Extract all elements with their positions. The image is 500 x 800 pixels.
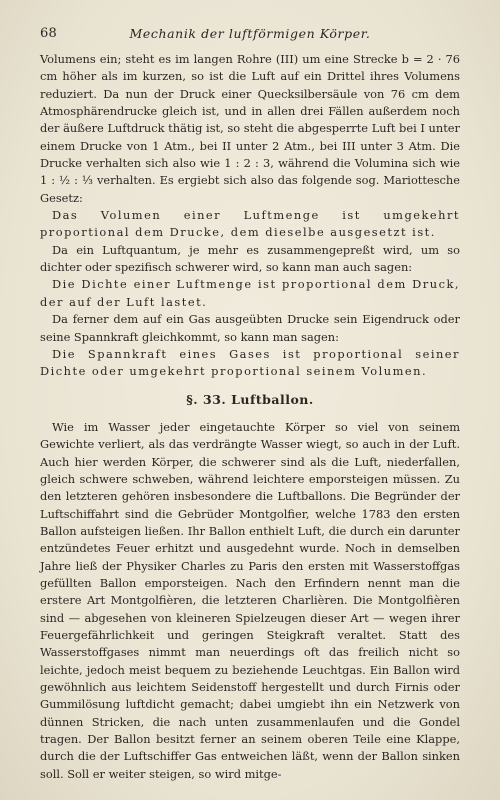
body-text <box>40 51 460 783</box>
paragraph-balloon: Wie im Wasser jeder eingetauchte Körper so viel von seinem Gewichte verliert, als das verdrängte Wasser wiegt, so auch in der Luft. Auch hier werden Körper, die schwerer sind als die Luft, niederfallen, gleich schwere schweben, während leichtere emporsteigen müssen. Zu den letzteren gehören insbesondere die Luftballons. Die Begründer der Luftschiffahrt sind die Gebrüder Montgolfier, welche 1783 den ersten Ballon aufsteigen ließen. Ihr Ballon enthielt Luft, die durch ein darunter entzündetes Feuer erhitzt und ausgedehnt wurde. Noch in demselben Jahre ließ der Physiker Charles zu Paris den ersten mit Wasserstoffgas gefüllten Ballon emporsteigen. Nach den Erfindern nennt man die erstere Art Montgolfièren, die letzteren Charlièren. Die Montgolfièren sind — abgesehen von kleineren Spielzeugen dieser Art — wegen ihrer Feuergefährlichkeit und geringen Steigkraft veraltet. Statt des Wasserstoffgases nimmt man neuerdings oft das freilich nicht so leichte, jedoch meist bequem zu beziehende Leuchtgas. Ein Ballon wird gewöhnlich aus leichtem Seidenstoff hergestellt und durch Firnis oder Gummilösung luftdicht gemacht; dabei umgiebt ihn ein Netzwerk von dünnen Stricken, die nach unten zusammenlaufen und die Gondel tragen. Der Ballon besitzt ferner an seinem oberen Teile eine Klappe, durch die der Luftschiffer Gas entweichen läßt, wenn der Ballon sinken soll. Soll er weiter steigen, so wird mitge- <box>40 419 460 781</box>
law-tension-density: Die Spannkraft eines Gases ist proportional seiner Dichte oder umgekehrt proportional seinem Volumen. <box>40 346 460 379</box>
paragraph-density-intro: Da ein Luftquantum, je mehr es zusammengepreßt wird, um so dichter oder spezifisch schwerer wird, so kann man auch sagen: <box>40 242 460 275</box>
paragraph-boyle-mariotte-intro: Volumens ein; steht es im langen Rohre (III) um eine Strecke b = 2 · 76 cm höher als im kurzen, so ist die Luft auf ein Drittel ihres Volumens reduziert. Da nun der Druck einer Quecksilbersäule von 76 cm dem Atmosphärendrucke gleich ist, und in allen drei Fällen außerdem noch der äußere Luftdruck thätig ist, so steht die abgesperrte Luft bei I unter einem Drucke von 1 Atm., bei II unter 2 Atm., bei III unter 3 Atm. Die Drucke verhalten sich also wie 1 : 2 : 3, während die Volumina sich wie 1 : ½ : ⅓ verhalten. Es ergiebt sich also das folgende sog. Mariottesche Gesetz: <box>40 52 460 205</box>
paragraph-tension-intro: Da ferner dem auf ein Gas ausgeübten Drucke sein Eigendruck oder seine Spannkraft gleichkommt, so kann man sagen: <box>40 312 460 344</box>
page-number: 68 <box>40 26 57 41</box>
running-head: Mechanik der luftförmigen Körper. <box>129 26 371 41</box>
law-volume-pressure: Das Volumen einer Luftmenge ist umgekehrt proportional dem Drucke, dem dieselbe ausgesetzt ist. <box>40 208 460 240</box>
page-header <box>40 26 460 44</box>
law-density-pressure: Die Dichte einer Luftmenge ist proportional dem Druck, der auf der Luft lastet. <box>40 277 460 309</box>
section-heading: §. 33. Luftballon. <box>186 391 314 407</box>
